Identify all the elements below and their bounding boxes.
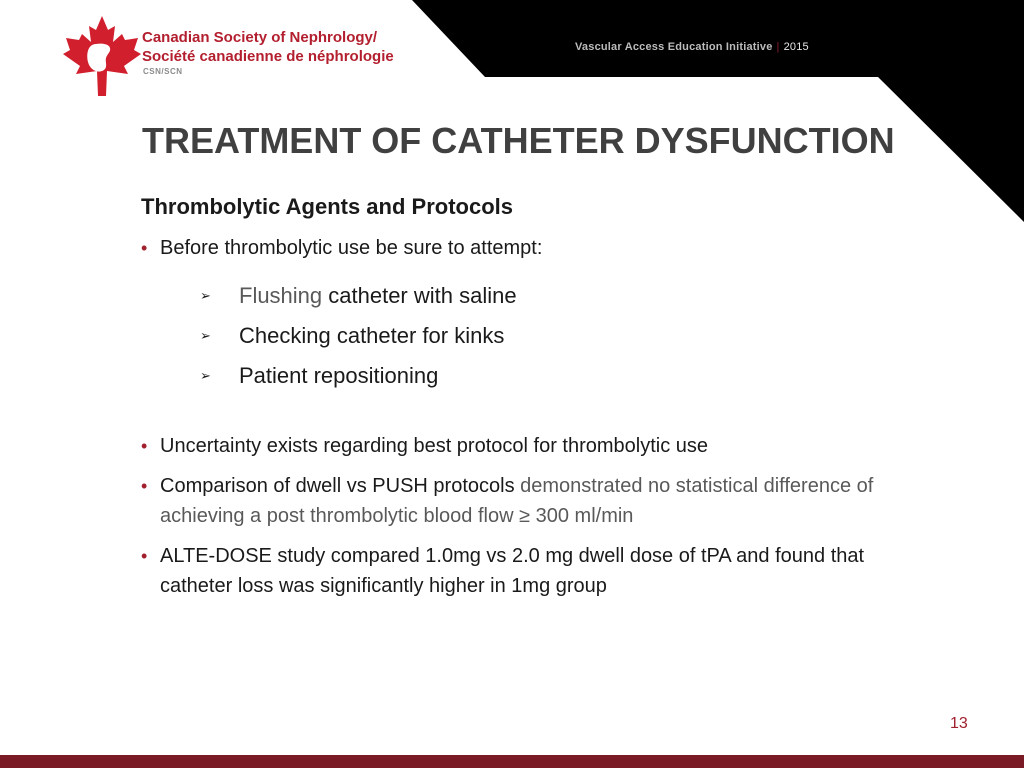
sub-bullet-text	[239, 281, 517, 311]
bullet-text: ALTE-DOSE study compared 1.0mg vs 2.0 mg dwell dose of tPA and found that catheter loss was significantly higher in 1mg group	[160, 545, 865, 597]
bullet-item	[141, 233, 941, 263]
bullet-text: Uncertainty exists regarding best protocol for thrombolytic use	[160, 435, 709, 457]
arrow-bullet-icon: ➢	[200, 288, 211, 303]
org-name-fr: Société canadienne de néphrologie	[142, 48, 394, 65]
bullet-dot-icon: •	[141, 476, 148, 496]
footer-bar	[0, 755, 1024, 768]
sub-bullet-item	[200, 281, 517, 311]
sub-bullet-text: Checking catheter for kinks	[239, 323, 505, 348]
sub-bullet-item	[200, 321, 504, 351]
bullet-item	[141, 431, 941, 461]
sub-bullet-text: Patient repositioning	[239, 363, 439, 388]
page-number: 13	[950, 715, 968, 732]
slide-title: TREATMENT OF CATHETER DYSFUNCTION	[142, 120, 895, 161]
bullet-item	[141, 471, 941, 531]
bullet-text	[160, 471, 941, 531]
bullet-dot-icon: •	[141, 546, 148, 566]
bullet-dot-icon: •	[141, 238, 148, 258]
header-separator: |	[776, 41, 780, 53]
sub-bullet-main: catheter with saline	[322, 283, 517, 308]
arrow-bullet-icon: ➢	[200, 328, 211, 343]
sub-bullet-item	[200, 361, 438, 391]
initiative-label: Vascular Access Education Initiative	[575, 41, 773, 53]
arrow-bullet-icon: ➢	[200, 368, 211, 383]
sub-bullet-muted: Flushing	[239, 283, 323, 308]
bullet-text-main: Comparison of dwell vs PUSH protocols	[160, 475, 521, 497]
org-name	[142, 28, 394, 66]
bullet-text-muted: demonstrated no statistical difference of achieving a post thrombolytic blood flow ≥ 300 ml/min	[160, 475, 874, 527]
org-name-en: Canadian Society of Nephrology/	[142, 29, 378, 46]
bullet-text: Before thrombolytic use be sure to attempt:	[160, 237, 543, 259]
header-initiative-text	[575, 41, 809, 53]
org-abbreviation: CSN/SCN	[143, 67, 183, 76]
header-year: 2015	[783, 41, 809, 53]
maple-leaf-kidney-logo-icon	[62, 14, 142, 98]
slide-subtitle: Thrombolytic Agents and Protocols	[141, 194, 513, 219]
bullet-item	[141, 541, 941, 601]
bullet-dot-icon: •	[141, 436, 148, 456]
header-band-shape	[412, 0, 1024, 222]
